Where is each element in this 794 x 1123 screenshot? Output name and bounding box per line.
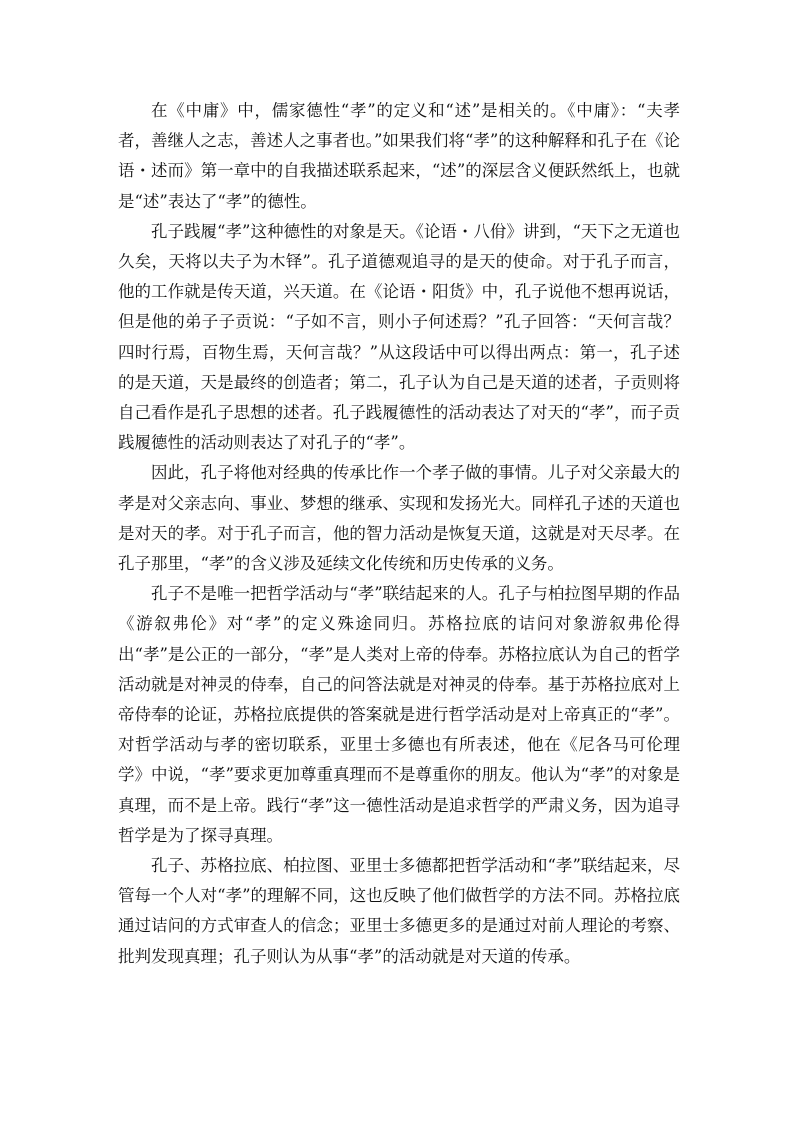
paragraph-zhongyong: 在《中庸》中，儒家德性“孝”的定义和“述”是相关的。《中庸》：“夫孝者，善继人之志，善述人之事者也。”如果我们将“孝”的这种解释和孔子在《论语・述而》第一章中的自我描述联系起来，“述”的深层含义便跃然纸上，也就是“述”表达了“孝”的德性。 [118, 101, 680, 211]
paragraph-socrates-aristotle: 孔子不是唯一把哲学活动与“孝”联结起来的人。孔子与柏拉图早期的作品《游叙弗伦》对“孝”的定义殊途同归。苏格拉底的诘问对象游叙弗伦得出“孝”是公正的一部分，“孝”是人类对上帝的侍奉。苏格拉底认为自己的哲学活动就是对神灵的侍奉，自己的问答法就是对神灵的侍奉。基于苏格拉底对上帝侍奉的论证，苏格拉底提供的答案就是进行哲学活动是对上帝真正的“孝”。对哲学活动与孝的密切联系，亚里士多德也有所表述，他在《尼各马可伦理学》中说，“孝”要求更加尊重真理而不是尊重你的朋友。他认为“孝”的对象是真理，而不是上帝。践行“孝”这一德性活动是追求哲学的严肃义务，因为追寻哲学是为了探寻真理。 [118, 584, 680, 845]
paragraph-confucius-heaven: 孔子践履“孝”这种德性的对象是天。《论语・八佾》讲到，“天下之无道也久矣，天将以夫子为木铎”。孔子道德观追寻的是天的使命。对于孔子而言，他的工作就是传天道，兴天道。在《论语・阳货》中，孔子说他不想再说话，但是他的弟子子贡说：“子如不言，则小子何述焉？”孔子回答：“天何言哉？四时行焉，百物生焉，天何言哉？”从这段话中可以得出两点：第一，孔子述的是天道，天是最终的创造者；第二，孔子认为自己是天道的述者，子贡则将自己看作是孔子思想的述者。孔子践履德性的活动表达了对天的“孝”，而子贡践履德性的活动则表达了对孔子的“孝”。 [118, 221, 680, 453]
document-body [118, 96, 680, 972]
paragraph-conclusion: 孔子、苏格拉底、柏拉图、亚里士多德都把哲学活动和“孝”联结起来，尽管每一个人对“孝”的理解不同，这也反映了他们做哲学的方法不同。苏格拉底通过诘问的方式审查人的信念；亚里士多德更多的是通过对前人理论的考察、批判发现真理；孔子则认为从事“孝”的活动就是对天道的传承。 [118, 856, 680, 966]
paragraph-filial-son: 因此，孔子将他对经典的传承比作一个孝子做的事情。儿子对父亲最大的孝是对父亲志向、事业、梦想的继承、实现和发扬光大。同样孔子述的天道也是对天的孝。对于孔子而言，他的智力活动是恢复天道，这就是对天尽孝。在孔子那里，“孝”的含义涉及延续文化传统和历史传承的义务。 [118, 463, 680, 574]
